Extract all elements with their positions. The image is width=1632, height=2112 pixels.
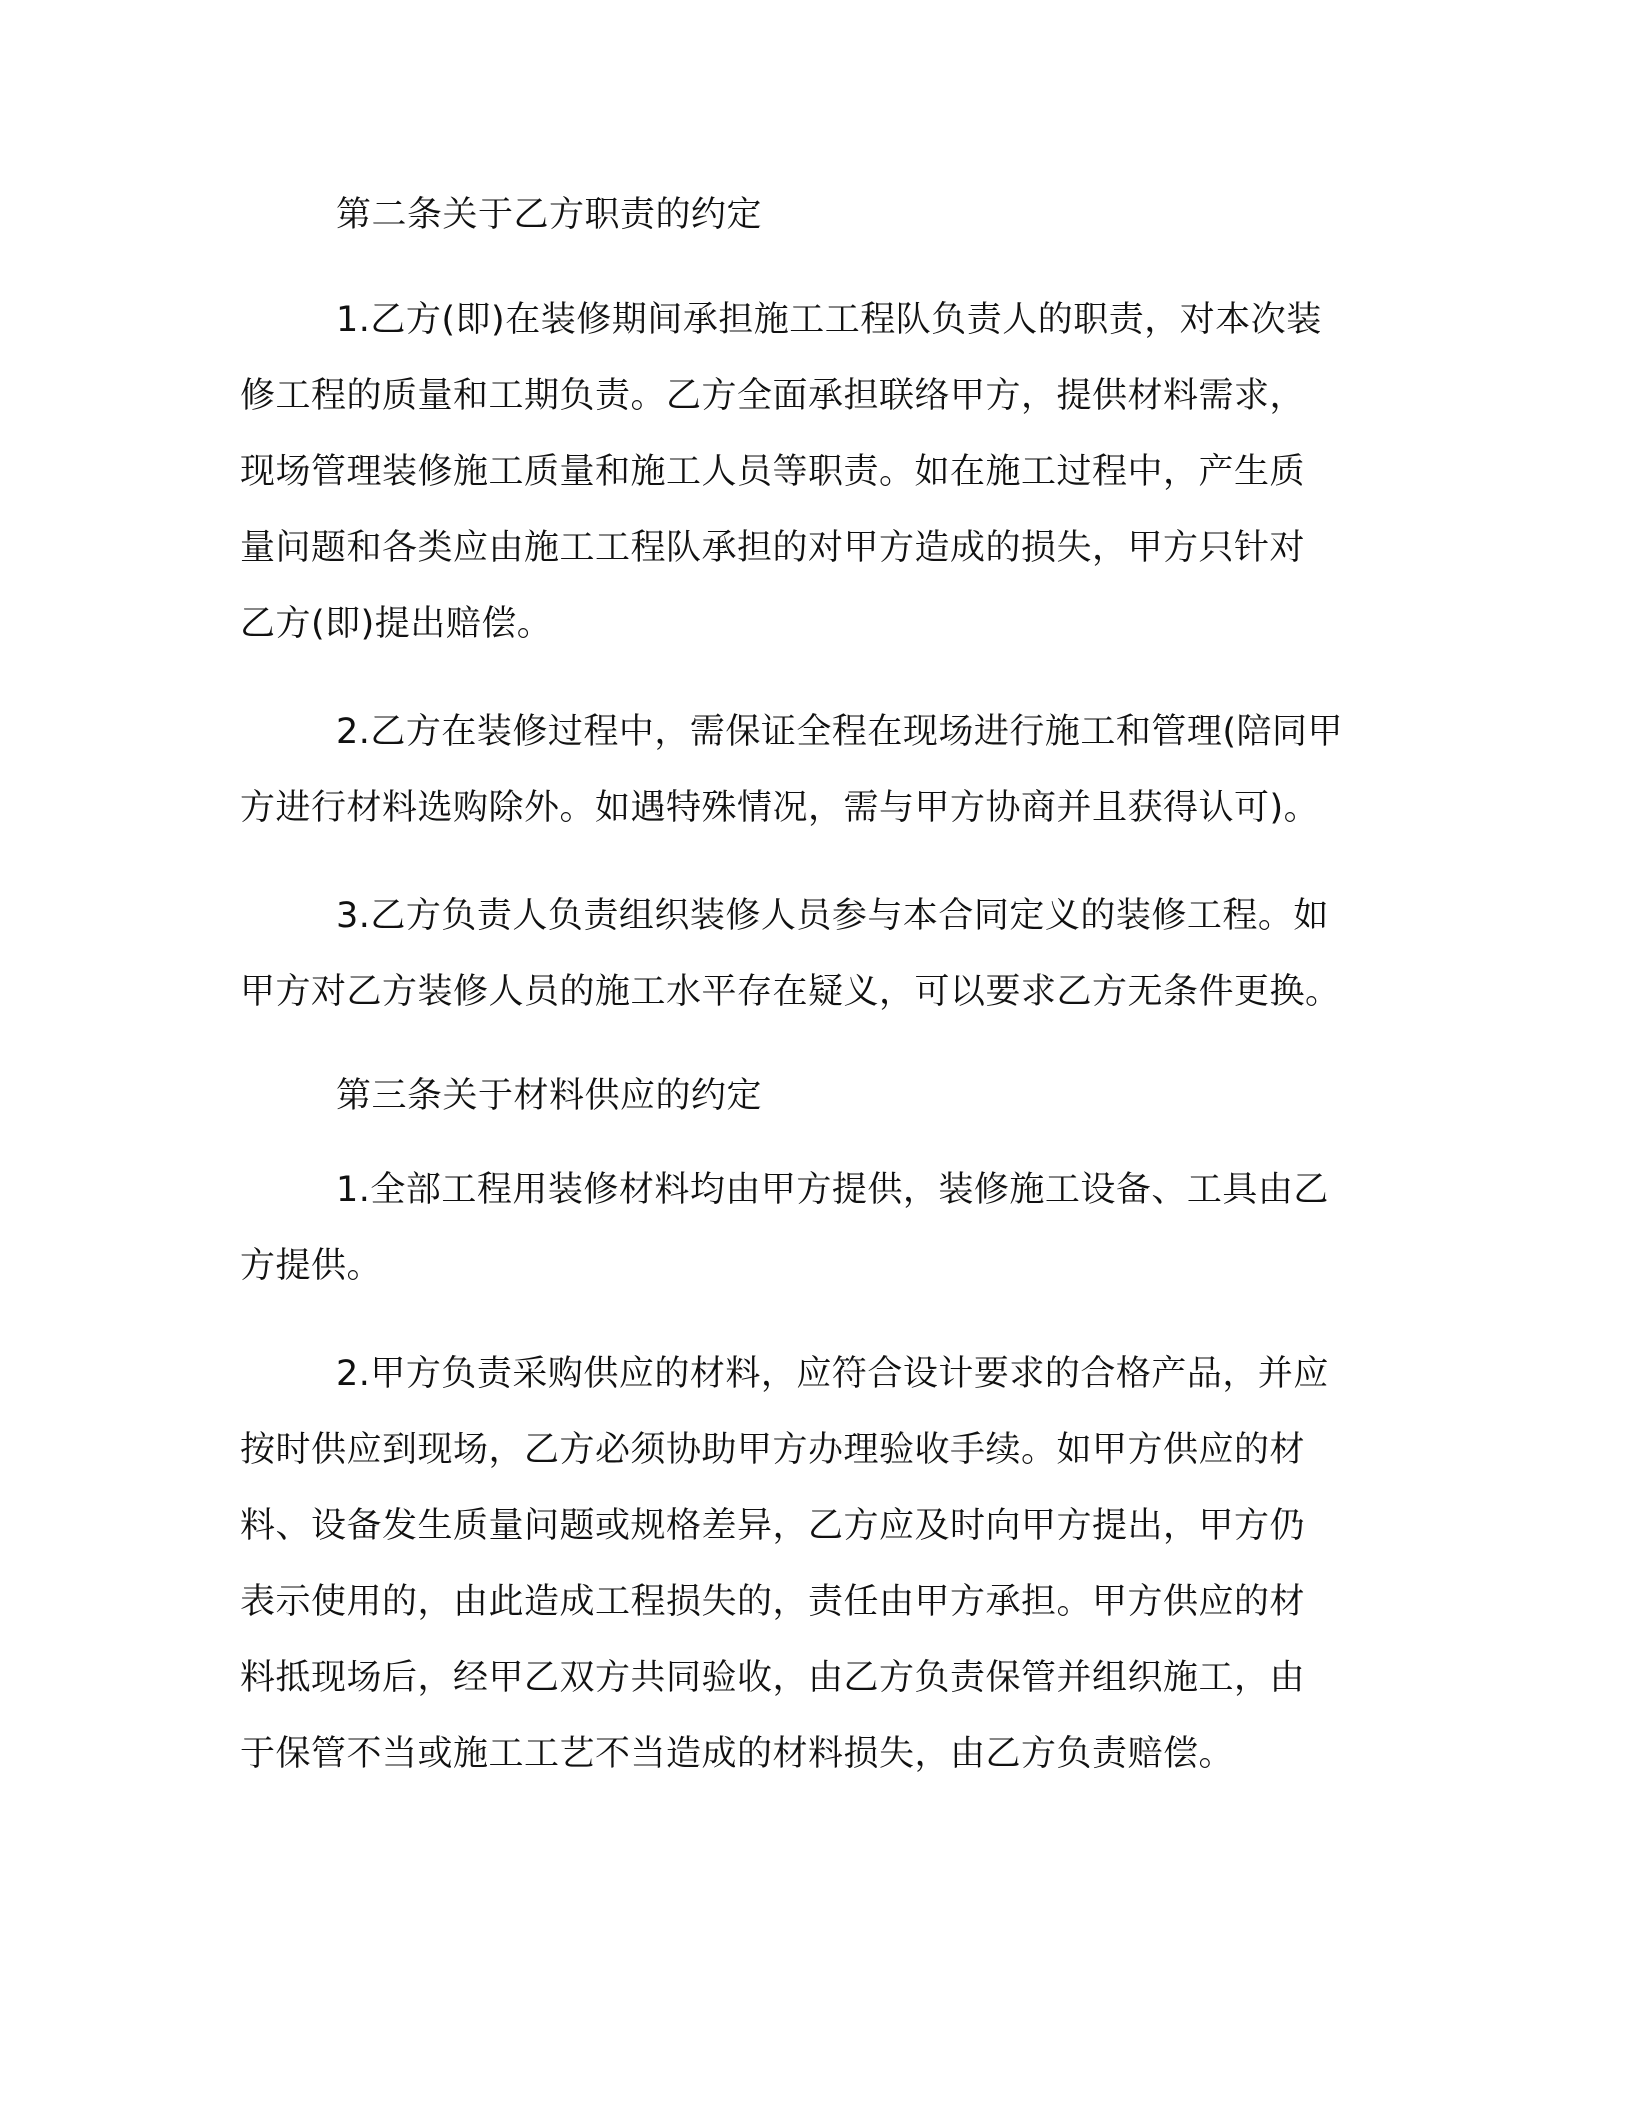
paragraph-line: 方提供。 — [240, 1246, 383, 1286]
paragraph-line: 修工程的质量和工期负责。乙方全面承担联络甲方，提供材料需求， — [240, 376, 1306, 416]
paragraph-line: 料抵现场后，经甲乙双方共同验收，由乙方负责保管并组织施工，由 — [240, 1658, 1306, 1698]
paragraph — [240, 1152, 1385, 1304]
paragraph-line: 现场管理装修施工质量和施工人员等职责。如在施工过程中，产生质 — [240, 452, 1306, 492]
section-heading: 第三条关于材料供应的约定 — [336, 1076, 763, 1116]
paragraph-line: 表示使用的，由此造成工程损失的，责任由甲方承担。甲方供应的材 — [240, 1582, 1306, 1622]
paragraph-line: 按时供应到现场，乙方必须协助甲方办理验收手续。如甲方供应的材 — [240, 1430, 1306, 1470]
paragraph-line: 1.乙方(即)在装修期间承担施工工程队负责人的职责，对本次装 — [336, 300, 1322, 340]
paragraph-line: 乙方(即)提出赔偿。 — [240, 604, 553, 644]
paragraph — [240, 878, 1385, 1030]
paragraph-line: 2.甲方负责采购供应的材料，应符合设计要求的合格产品，并应 — [336, 1354, 1329, 1394]
paragraph-line: 方进行材料选购除外。如遇特殊情况，需与甲方协商并且获得认可)。 — [240, 788, 1320, 828]
paragraph — [240, 282, 1385, 662]
paragraph-line: 1.全部工程用装修材料均由甲方提供，装修施工设备、工具由乙 — [336, 1170, 1329, 1210]
paragraph-line: 甲方对乙方装修人员的施工水平存在疑义，可以要求乙方无条件更换。 — [240, 972, 1341, 1012]
paragraph-line: 3.乙方负责人负责组织装修人员参与本合同定义的装修工程。如 — [336, 896, 1329, 936]
paragraph-line: 量问题和各类应由施工工程队承担的对甲方造成的损失，甲方只针对 — [240, 528, 1306, 568]
paragraph — [240, 1336, 1385, 1792]
section-heading: 第二条关于乙方职责的约定 — [336, 195, 763, 235]
paragraph-line: 于保管不当或施工工艺不当造成的材料损失，由乙方负责赔偿。 — [240, 1734, 1235, 1774]
paragraph-line: 料、设备发生质量问题或规格差异，乙方应及时向甲方提出，甲方仍 — [240, 1506, 1306, 1546]
paragraph-line: 2.乙方在装修过程中，需保证全程在现场进行施工和管理(陪同甲 — [336, 712, 1344, 752]
paragraph — [240, 694, 1385, 846]
